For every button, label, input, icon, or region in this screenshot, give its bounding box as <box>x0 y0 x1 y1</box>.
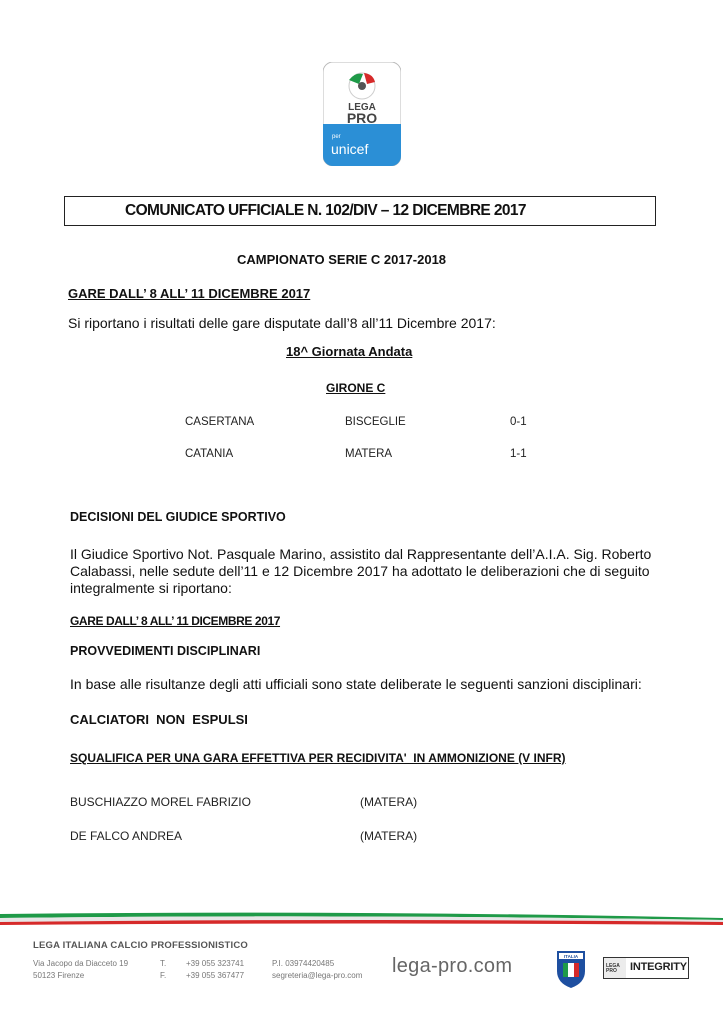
tricolor-stripe <box>0 912 723 926</box>
integrity-badge <box>603 957 689 979</box>
logo-text-unicef: unicef <box>331 141 369 157</box>
integrity-text: INTEGRITY <box>630 961 687 973</box>
footer-fax: +39 055 367477 <box>186 971 245 980</box>
title-box <box>64 196 656 226</box>
integrity-small-text: LEGA PRO <box>606 963 620 974</box>
integrity-logo-mark <box>604 958 626 978</box>
group-heading: GIRONE C <box>326 381 386 395</box>
games-subheading: GARE DALL’ 8 ALL’ 11 DICEMBRE 2017 <box>70 614 281 628</box>
round-heading: 18^ Giornata Andata <box>286 344 413 359</box>
shield-italia-text: ITALIA <box>563 954 579 960</box>
disciplinary-intro: In base alle risultanze degli atti ufficiali sono state deliberate le seguenti sanzioni disciplinari: <box>70 676 642 692</box>
suspension-heading: SQUALIFICA PER UNA GARA EFFETTIVA PER RECIDIVITA' IN AMMONIZIONE (V INFR) <box>70 751 566 765</box>
footer-fax-label: F. <box>160 971 167 980</box>
player-team: (MATERA) <box>360 829 418 843</box>
footer-address-line: Via Jacopo da Diacceto 19 <box>33 959 129 968</box>
games-heading: GARE DALL’ 8 ALL’ 11 DICEMBRE 2017 <box>68 286 311 301</box>
player-name: DE FALCO ANDREA <box>70 829 183 843</box>
match-away: MATERA <box>345 448 393 460</box>
match-home: CASERTANA <box>185 416 255 428</box>
judge-paragraph-line: Il Giudice Sportivo Not. Pasquale Marino, assistito dal Rappresentante dell’A.I.A. Sig. Roberto <box>70 546 652 562</box>
footer-address-line: 50123 Firenze <box>33 971 85 980</box>
match-score: 0-1 <box>510 416 527 428</box>
logo-text-lega: LEGA <box>348 102 376 113</box>
logo-text-per: per <box>332 134 341 140</box>
player-team: (MATERA) <box>360 795 418 809</box>
judge-paragraph <box>70 546 651 597</box>
footer-tel: +39 055 323741 <box>186 959 245 968</box>
championship-heading: CAMPIONATO SERIE C 2017-2018 <box>237 252 447 267</box>
match-away: BISCEGLIE <box>345 416 406 428</box>
footer-org-name: LEGA ITALIANA CALCIO PROFESSIONISTICO <box>33 940 248 951</box>
footer-tel-label: T. <box>160 959 167 968</box>
judge-paragraph-line: integralmente si riportano: <box>70 580 232 596</box>
match-score: 1-1 <box>510 448 527 460</box>
player-name: BUSCHIAZZO MOREL FABRIZIO <box>70 795 251 809</box>
lega-pro-logo <box>323 62 401 166</box>
judge-paragraph-line: Calabassi, nelle sedute dell’11 e 12 Dicembre 2017 ha adottato le deliberazioni che di seguito <box>70 563 650 579</box>
players-not-sent-off-heading: CALCIATORI NON ESPULSI <box>70 712 248 727</box>
results-intro: Si riportano i risultati delle gare disputate dall’8 all’11 Dicembre 2017: <box>68 315 496 331</box>
footer-vat: P.I. 03974420485 <box>272 959 335 968</box>
footer-email[interactable]: segreteria@lega-pro.com <box>272 971 363 980</box>
document-title: COMUNICATO UFFICIALE N. 102/DIV – 12 DICEMBRE 2017 <box>125 202 526 219</box>
footer-website[interactable]: lega-pro.com <box>392 955 513 977</box>
match-home: CATANIA <box>185 448 234 460</box>
logo-text-pro: PRO <box>346 110 378 126</box>
disciplinary-heading: PROVVEDIMENTI DISCIPLINARI <box>70 644 261 658</box>
figc-shield-logo <box>555 949 587 989</box>
judge-decisions-heading: DECISIONI DEL GIUDICE SPORTIVO <box>70 510 286 524</box>
